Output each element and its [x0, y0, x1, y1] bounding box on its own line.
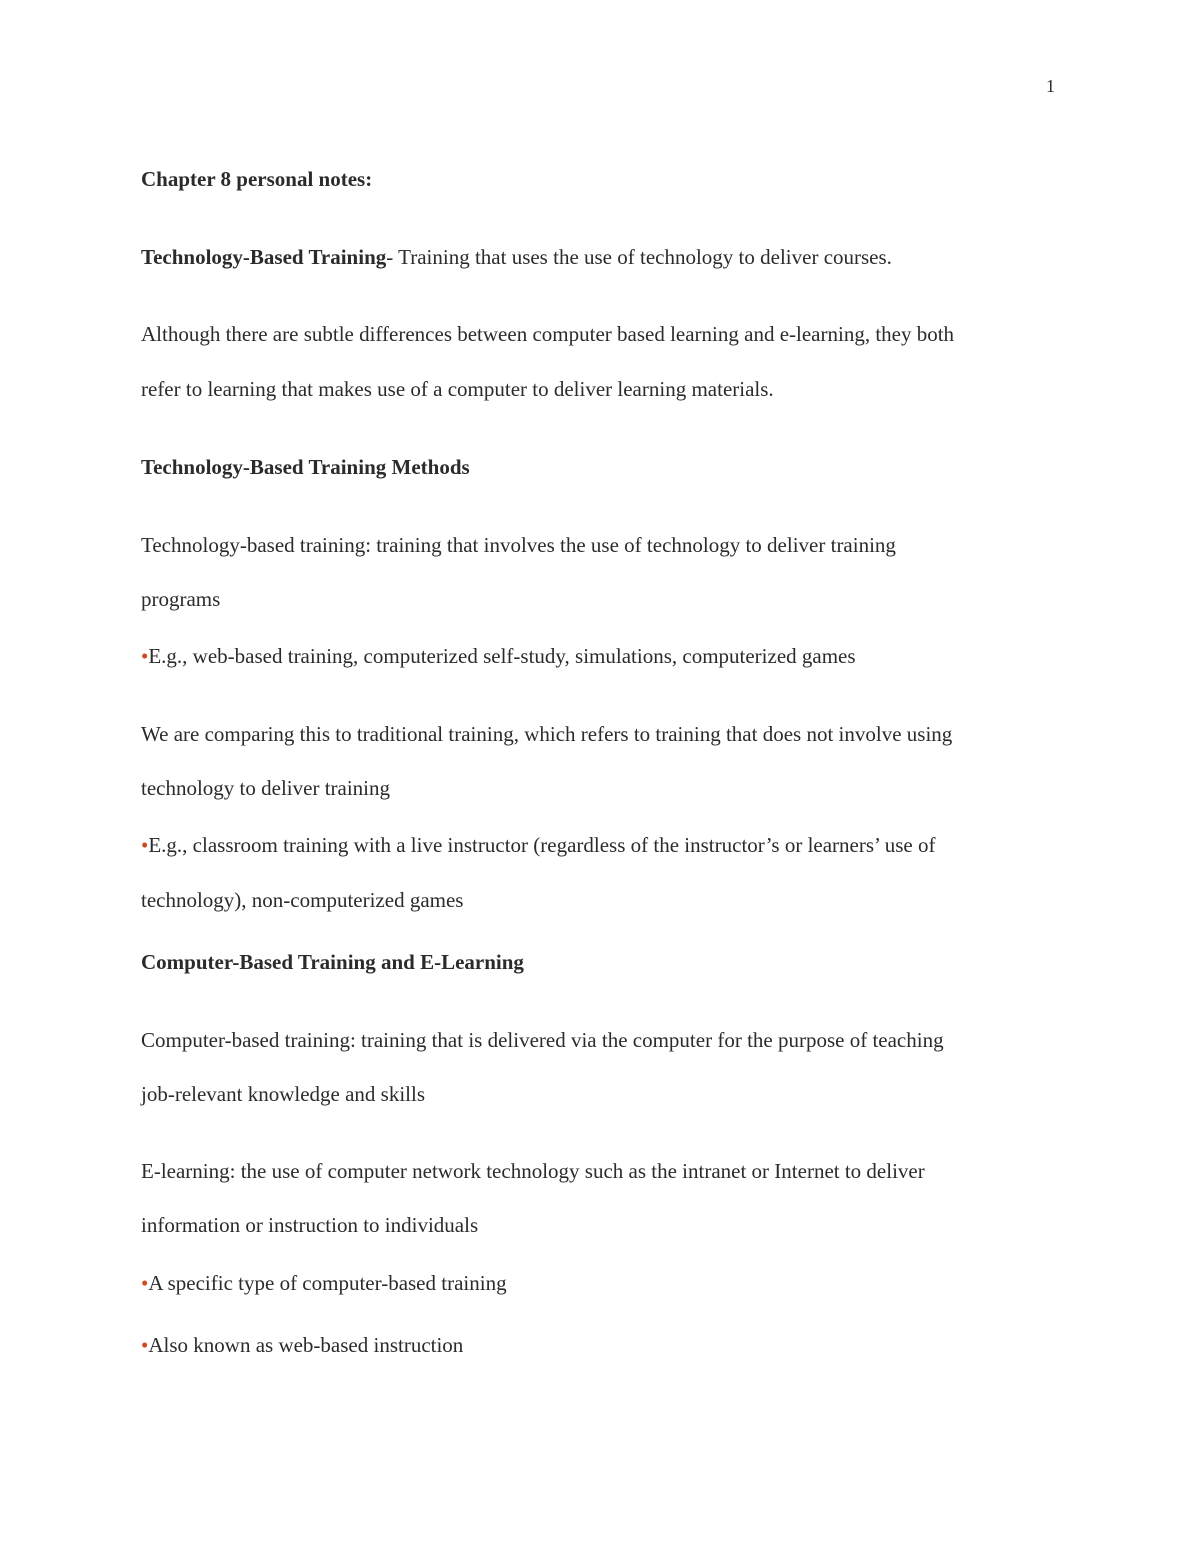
paragraph-line: We are comparing this to traditional training, which refers to training that does not involve using: [141, 722, 953, 746]
section-heading: Computer-Based Training and E-Learning: [141, 950, 524, 974]
section-heading: Technology-Based Training Methods: [141, 455, 470, 479]
bullet-item: [141, 831, 935, 859]
bullet-text: E.g., classroom training with a live instructor (regardless of the instructor’s or learners’ use of: [148, 833, 936, 857]
paragraph-line: information or instruction to individuals: [141, 1213, 479, 1237]
page-number: 1: [1046, 76, 1055, 96]
bullet-icon: •: [141, 644, 149, 668]
paragraph-line: E-learning: the use of computer network technology such as the intranet or Internet to deliver: [141, 1159, 925, 1183]
paragraph-line: Technology-based training: training that involves the use of technology to deliver training: [141, 533, 896, 557]
paragraph-line: refer to learning that makes use of a computer to deliver learning materials.: [141, 377, 774, 401]
document-title: Chapter 8 personal notes:: [141, 167, 373, 191]
bullet-icon: •: [141, 833, 149, 857]
paragraph-line: programs: [141, 587, 221, 611]
definition-line: [141, 243, 892, 271]
bullet-text: Also known as web-based instruction: [148, 1333, 464, 1357]
bullet-item: [141, 642, 856, 670]
bullet-text: E.g., web-based training, computerized self-study, simulations, computerized games: [148, 644, 856, 668]
term: Technology-Based Training: [141, 245, 387, 269]
definition: - Training that uses the use of technology to deliver courses.: [386, 245, 892, 269]
bullet-icon: •: [141, 1333, 149, 1357]
bullet-icon: •: [141, 1271, 149, 1295]
paragraph-line: technology to deliver training: [141, 776, 391, 800]
bullet-item: [141, 1269, 507, 1297]
bullet-text: A specific type of computer-based training: [148, 1271, 507, 1295]
paragraph-line: job-relevant knowledge and skills: [141, 1082, 426, 1106]
paragraph-line: Although there are subtle differences between computer based learning and e-learning, they both: [141, 322, 955, 346]
paragraph-line: Computer-based training: training that is delivered via the computer for the purpose of teaching: [141, 1028, 944, 1052]
bullet-continuation: technology), non-computerized games: [141, 888, 464, 912]
bullet-item: [141, 1331, 463, 1359]
